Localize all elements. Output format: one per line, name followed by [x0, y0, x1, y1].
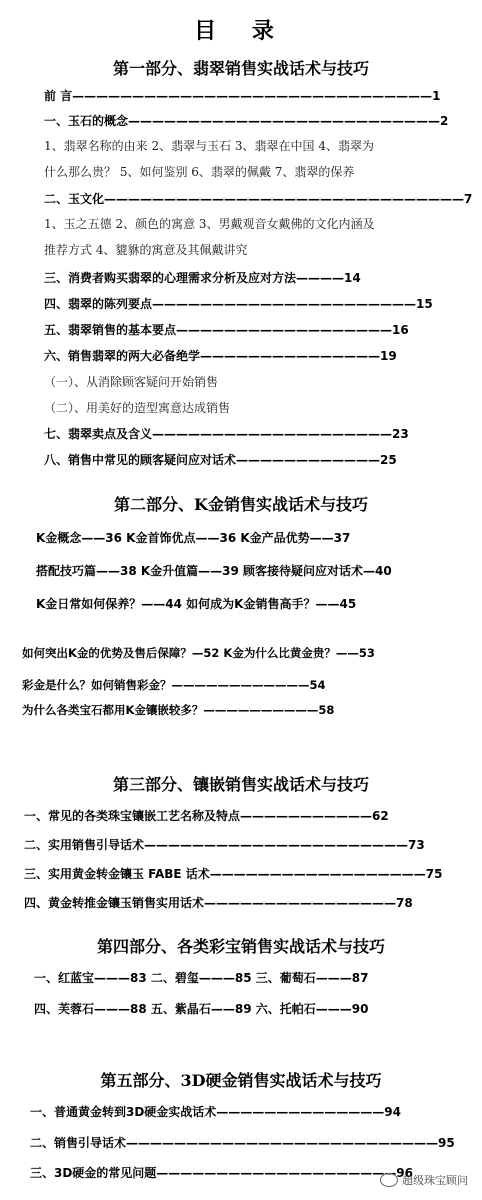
part-3-heading: 第三部分、镶嵌销售实战话术与技巧 — [112, 775, 369, 794]
toc-subentry: （二）、用美好的造型寓意达成销售 — [44, 401, 231, 415]
toc-entry: 四、翡翠的陈列要点——————————————————————15 — [44, 297, 433, 311]
toc-entry: 二、实用销售引导话术——————————————————————73 — [24, 838, 425, 852]
toc-entry: 一、红蓝宝———83 二、碧玺———85 三、葡萄石———87 — [34, 971, 369, 985]
page-title: 目 录 — [194, 19, 288, 44]
toc-entry: 彩金是什么？如何销售彩金？————————————54 — [22, 678, 326, 692]
toc-entry: 搭配技巧篇——38 K金升值篇——39 顾客接待疑问应对话术—40 — [36, 564, 392, 578]
toc-entry: 三、实用黄金转金镶玉 FABE 话术——————————————————75 — [24, 867, 443, 881]
toc-entry: 七、翡翠卖点及含义————————————————————23 — [44, 427, 409, 441]
toc-entry: 五、翡翠销售的基本要点——————————————————16 — [44, 323, 409, 337]
part-2-heading: 第二部分、K金销售实战话术与技巧 — [114, 495, 368, 514]
toc-entry: 六、销售翡翠的两大必备绝学———————————————19 — [44, 349, 397, 363]
part-5-heading: 第五部分、3D硬金销售实战话术与技巧 — [100, 1071, 382, 1090]
toc-entry: 三、消费者购买翡翠的心理需求分析及应对方法————14 — [44, 271, 361, 285]
toc-entry: 四、黄金转推金镶玉销售实用话术————————————————78 — [24, 896, 413, 910]
part-4-heading: 第四部分、各类彩宝销售实战话术与技巧 — [96, 937, 385, 956]
watermark — [380, 1172, 468, 1188]
toc-entry: 一、玉石的概念——————————————————————————2 — [44, 114, 449, 128]
toc-entry: K金概念——36 K金首饰优点——36 K金产品优势——37 — [36, 531, 351, 545]
toc-entry: 二、销售引导话术——————————————————————————95 — [30, 1136, 455, 1150]
toc-entry: 一、普通黄金转到3D硬金实战话术——————————————94 — [30, 1105, 402, 1119]
part-1-heading: 第一部分、翡翠销售实战话术与技巧 — [112, 59, 369, 78]
toc-entry: 二、玉文化——————————————————————————————7 — [44, 192, 473, 206]
toc-entry: 一、常见的各类珠宝镶嵌工艺名称及特点———————————62 — [24, 809, 389, 823]
toc-entry: K金日常如何保养？——44 如何成为K金销售高手？——45 — [36, 597, 357, 611]
watermark-text: 超级珠宝顾问 — [402, 1174, 468, 1187]
toc-entry: 四、芙蓉石———88 五、紫晶石——89 六、托帕石———90 — [34, 1002, 369, 1016]
wechat-icon — [380, 1173, 398, 1187]
toc-subentry: 1、玉之五德 2、颜色的寓意 3、男戴观音女戴佛的文化内涵及 — [44, 217, 375, 231]
toc-entry: 前 言——————————————————————————————1 — [44, 89, 441, 103]
toc-entry: 如何突出K金的优势及售后保障？—52 K金为什么比黄金贵？——53 — [22, 646, 375, 660]
toc-subentry: 推荐方式 4、貔貅的寓意及其佩戴讲究 — [44, 243, 248, 257]
toc-subentry: （一）、从消除顾客疑问开始销售 — [44, 375, 219, 389]
toc-subentry: 1、翡翠名称的由来 2、翡翠与玉石 3、翡翠在中国 4、翡翠为 — [44, 139, 374, 153]
toc-entry: 八、销售中常见的顾客疑问应对话术————————————25 — [44, 453, 397, 467]
toc-entry: 为什么各类宝石都用K金镶嵌较多？——————————58 — [22, 703, 335, 717]
toc-entry: 三、3D硬金的常见问题————————————————————96 — [30, 1166, 414, 1180]
toc-subentry: 什么那么贵？ 5、如何鉴别 6、翡翠的佩戴 7、翡翠的保养 — [44, 165, 355, 179]
